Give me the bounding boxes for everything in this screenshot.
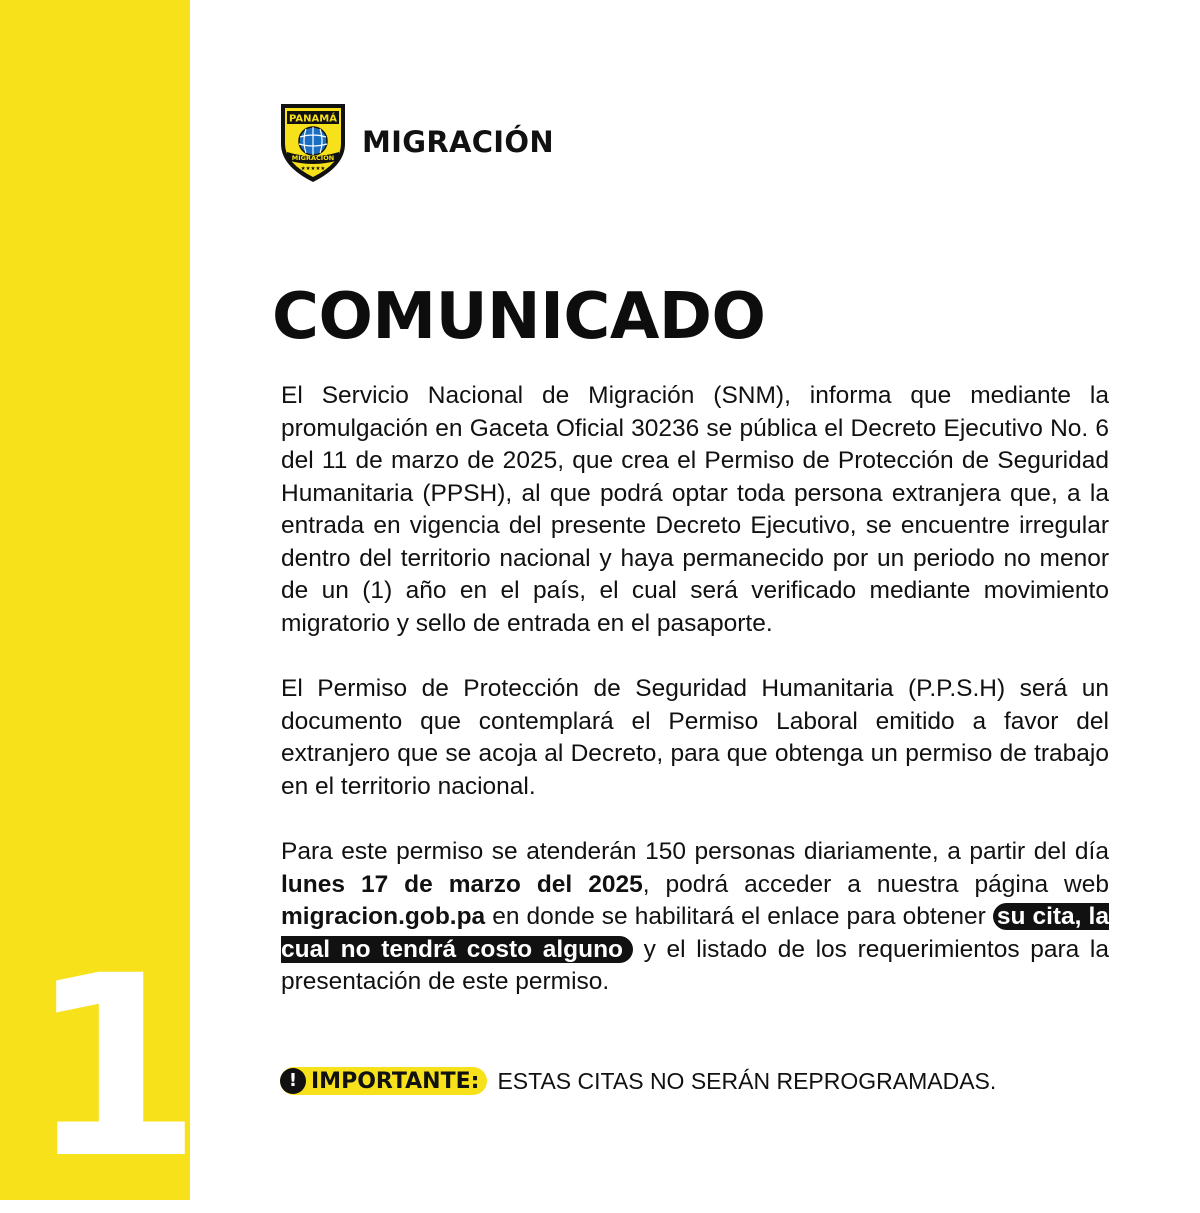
emblem-top-text: PANAMÁ	[289, 113, 337, 125]
important-text: ESTAS CITAS NO SERÁN REPROGRAMADAS.	[497, 1067, 997, 1094]
emblem-bottom-text: MIGRACIÓN	[291, 154, 335, 162]
important-tag	[280, 1067, 487, 1095]
brand-header	[278, 100, 554, 184]
important-notice	[280, 1066, 996, 1096]
p3-text-3: en donde se habilitará el enlace para obtener	[485, 903, 993, 930]
paragraph-3	[281, 836, 1109, 999]
p3-text-2: , podrá acceder a nuestra página web	[642, 870, 1109, 898]
exclamation-icon: !	[280, 1068, 306, 1094]
paragraph-1: El Servicio Nacional de Migración (SNM), informa que mediante la promulgación en Gaceta Oficial 30236 se pública el Decreto Ejecutivo No. 6 del 11 de marzo de 2025, que crea el Permiso de Protección de Seguridad Humanitaria (PPSH), al que podrá optar toda persona extranjera que, a la entrada en vigencia del presente Decreto Ejecutivo, se encuentre irregular dentro del territorio nacional y haya permanecido por un periodo no menor de un (1) año en el país, el cual será verificado mediante movimiento migratorio y sello de entrada en el pasaporte.	[281, 382, 1109, 637]
start-date: lunes 17 de marzo del 2025	[281, 870, 643, 898]
page-title: COMUNICADO	[272, 280, 766, 354]
p3-text-1: Para este permiso se atenderán 150 personas diariamente, a partir del día	[281, 838, 1109, 865]
panama-migracion-shield-icon	[278, 100, 348, 184]
page-number: 1	[28, 922, 202, 1213]
emblem-stars: ★★★★★	[300, 166, 326, 172]
yellow-sidebar	[0, 0, 202, 1213]
brand-name: MIGRACIÓN	[362, 125, 554, 159]
website-url: migracion.gob.pa	[281, 903, 486, 930]
communique-body	[281, 380, 1109, 999]
free-appointment-highlight: su cita, la cual no tendrá costo alguno	[281, 903, 1109, 963]
paragraph-2: El Permiso de Protección de Seguridad Humanitaria (P.P.S.H) será un documento que contemplará el Permiso Laboral emitido a favor del extranjero que se acoja al Decreto, para que obtenga un permiso de trabajo en el territorio nacional.	[281, 675, 1109, 800]
important-label: IMPORTANTE:	[311, 1068, 480, 1094]
p3-text-4: y el listado de los requerimientos para la presentación de este permiso.	[281, 935, 1109, 995]
